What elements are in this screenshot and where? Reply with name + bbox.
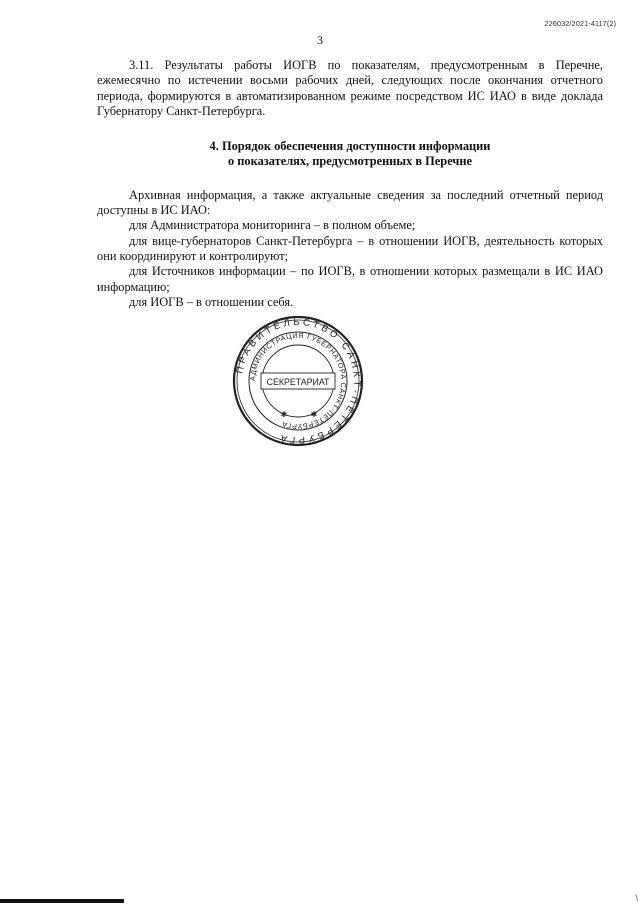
scan-edge-mark: \	[635, 893, 638, 903]
section-4-title-line-1: 4. Порядок обеспечения доступности информации	[209, 139, 491, 154]
section-4-title-line-2: о показателях, предусмотренных в Перечне	[227, 154, 473, 169]
page-number: 3	[317, 33, 323, 47]
stamp-inner-text: АДМИНИСТРАЦИЯ ГУБЕРНАТОРА САНКТ-ПЕТЕРБУРГА	[247, 330, 349, 432]
section-4-title	[97, 139, 603, 170]
official-seal-stamp	[232, 315, 364, 447]
access-list-item: для Источников информации – по ИОГВ, в отношении которых размещали в ИС ИАО информацию;	[97, 264, 603, 294]
paragraph-3-11: 3.11. Результаты работы ИОГВ по показателям, предусмотренным в Перечне, ежемесячно по истечении восьми рабочих дней, следующих после окончания отчетного периода, формируются в автоматизированном режиме посредством ИС ИАО в виде доклада Губернатору Санкт-Петербурга.	[97, 58, 603, 118]
document-registration-number: 226032/2021-4117(2)	[544, 19, 616, 28]
access-list-item: для ИОГВ – в отношении себя.	[129, 294, 294, 309]
section-4-intro: Архивная информация, а также актуальные сведения за последний отчетный период доступны в ИС ИАО:	[97, 187, 603, 218]
access-list-item: для Администратора мониторинга – в полном объеме;	[129, 218, 416, 233]
stamp-center-text: СЕКРЕТАРИАТ	[266, 377, 330, 387]
stamp-star-icon: ✱	[280, 410, 288, 419]
access-list-item: для вице-губернаторов Санкт-Петербурга – в отношении ИОГВ, деятельность которых они координируют и контролируют;	[97, 233, 603, 263]
document-body	[97, 58, 603, 310]
stamp-outer-text: ПРАВИТЕЛЬСТВО САНКТ-ПЕТЕРБУРГА	[234, 316, 363, 446]
stamp-star-icon: ✱	[310, 410, 318, 419]
scan-edge-bar	[0, 899, 124, 903]
